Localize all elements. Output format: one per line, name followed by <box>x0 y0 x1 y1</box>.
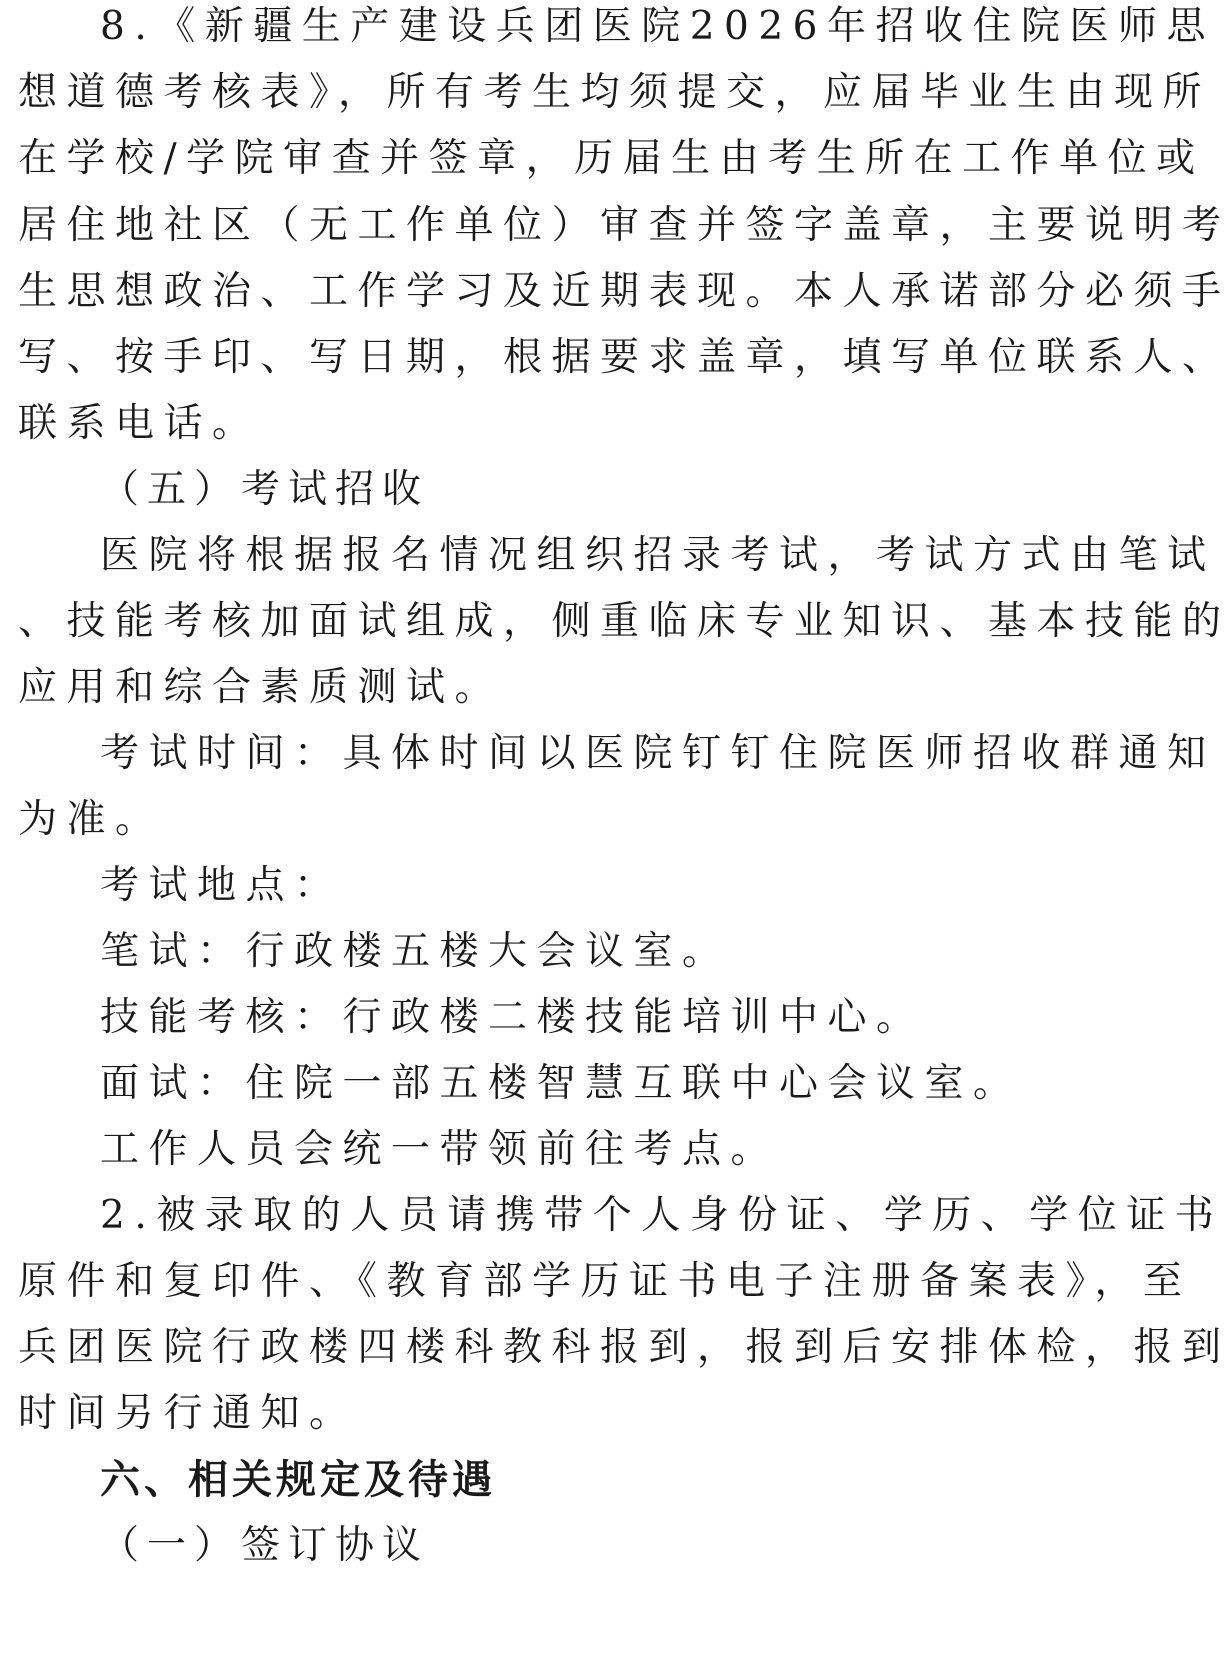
paragraph-line: 生思想政治、工作学习及近期表现。本人承诺部分必须手 <box>18 269 1231 314</box>
paragraph-line: 技能考核：行政楼二楼技能培训中心。 <box>100 995 925 1040</box>
paragraph-line: 考试时间：具体时间以医院钉钉住院医师招收群通知 <box>100 731 1216 776</box>
section-heading-exam: （五）考试招收 <box>100 467 430 512</box>
paragraph-line: 工作人员会统一带领前往考点。 <box>100 1127 780 1172</box>
paragraph-line: 考试地点： <box>100 863 343 908</box>
paragraph-line: 想道德考核表》，所有考生均须提交，应届毕业生由现所 <box>18 70 1212 115</box>
subsection-heading-agreement: （一）签订协议 <box>100 1523 430 1568</box>
paragraph-line: 兵团医院行政楼四楼科教科报到，报到后安排体检，报到 <box>18 1325 1231 1370</box>
section-heading-regulations: 六、相关规定及待遇 <box>100 1457 496 1503</box>
paragraph-line: 笔试：行政楼五楼大会议室。 <box>100 929 731 974</box>
paragraph-line: 为准。 <box>18 797 164 842</box>
paragraph-line: 联系电话。 <box>18 401 261 446</box>
paragraph-line: 时间另行通知。 <box>18 1391 358 1436</box>
paragraph-line: 、技能考核加面试组成，侧重临床专业知识、基本技能的 <box>18 599 1231 644</box>
paragraph-line: 面试：住院一部五楼智慧互联中心会议室。 <box>100 1061 1022 1106</box>
paragraph-line: 8.《新疆生产建设兵团医院2026年招收住院医师思 <box>100 4 1215 49</box>
paragraph-line: 应用和综合素质测试。 <box>18 665 504 710</box>
paragraph-line: 居住地社区（无工作单位）审查并签字盖章，主要说明考 <box>18 203 1231 248</box>
paragraph-line: 写、按手印、写日期，根据要求盖章，填写单位联系人、 <box>18 335 1231 380</box>
paragraph-line: 2.被录取的人员请携带个人身份证、学历、学位证书 <box>100 1193 1224 1238</box>
paragraph-line: 医院将根据报名情况组织招录考试，考试方式由笔试 <box>100 533 1216 578</box>
paragraph-line: 原件和复印件、《教育部学历证书电子注册备案表》，至 <box>18 1259 1192 1304</box>
paragraph-line: 在学校/学院审查并签章，历届生由考生所在工作单位或 <box>18 136 1205 181</box>
